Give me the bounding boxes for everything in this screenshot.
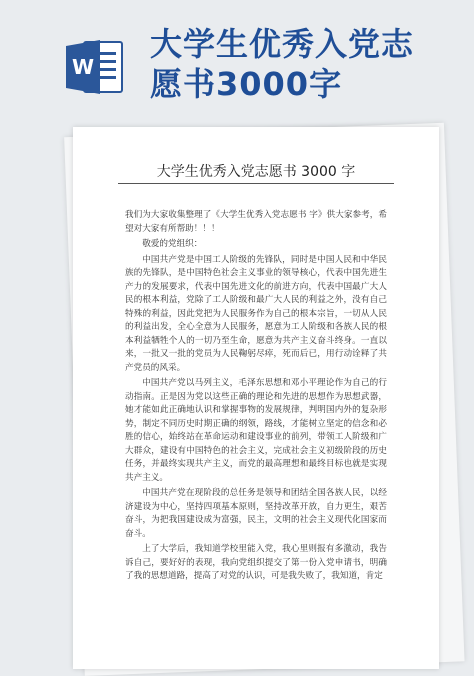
body-paragraph: 中国共产党在现阶段的总任务是领导和团结全国各族人民，以经济建设为中心，坚持四项基本原则，坚持改革开放，自力更生，艰苦奋斗，为把我国建设成为富强，民主，文明的社会主义现代化国家而奋斗。 (125, 488, 387, 539)
intro-paragraph: 我们为大家收集整理了《大学生优秀入党志愿书 字》供大家参考，希望对大家有所帮助！！！ (125, 210, 387, 234)
body-paragraph: 上了大学后，我知道学校里能入党，我心里则报有多激动，我告诉自己，要好好的表现，我向党组织提交了第一份入党申请书，明确了我的思想道路，提高了对党的认识，可是我失败了，我知道，肯定 (125, 544, 387, 581)
document-header (0, 0, 474, 120)
body-paragraph: 中国共产党以马列主义，毛泽东思想和邓小平理论作为自己的行动指南。正是因为党以这些正确的理论和先进的思想作为思想武器，她才能如此正确地认识和掌握事物的发展规律，判明国内外的复杂形势，制定不同历史时期正确的纲领，路线，才能树立坚定的信念和必胜的信心，始终站在革命运动和建设事业的前列，带领工人阶级和广大群众，建设有中国特色的社会主义，完成社会主义初级阶段的历史任务，并最终实现共产主义，而党的最高理想和最终目标也就是实现共产主义。 (125, 378, 387, 483)
salutation: 敬爱的党组织： (142, 239, 203, 249)
banner-title-line-2: 愿书3000字 (150, 65, 343, 103)
document-body (125, 209, 387, 586)
banner-title-line-1: 大学生优秀入党志 (150, 25, 415, 63)
body-paragraph: 中国共产党是中国工人阶级的先锋队，同时是中国人民和中华民族的先锋队，是中国特色社会主义事业的领导核心，代表中国先进生产力的发展要求，代表中国先进文化的前进方向，代表中国最广大人民的根本利益，党除了工人阶级和最广大人民的利益之外，没有自己特殊的利益，因此党把为人民服务作为自己的根本宗旨，一切从人民的利益出发，全心全意为人民服务，愿意为工人阶级和各族人民的根本利益牺牲个人的一切乃至生命，愿意为共产主义奋斗终身。一直以来，一批又一批的党员为人民鞠躬尽瘁，死而后已，用行动诠释了共产党员的风采。 (125, 254, 387, 373)
word-icon-letter: W (71, 55, 95, 79)
document-title: 大学生优秀入党志愿书 3000 字 (156, 164, 356, 180)
document-page (73, 127, 439, 669)
banner-title (150, 24, 460, 104)
title-divider (118, 183, 394, 184)
word-document-icon (64, 36, 126, 98)
